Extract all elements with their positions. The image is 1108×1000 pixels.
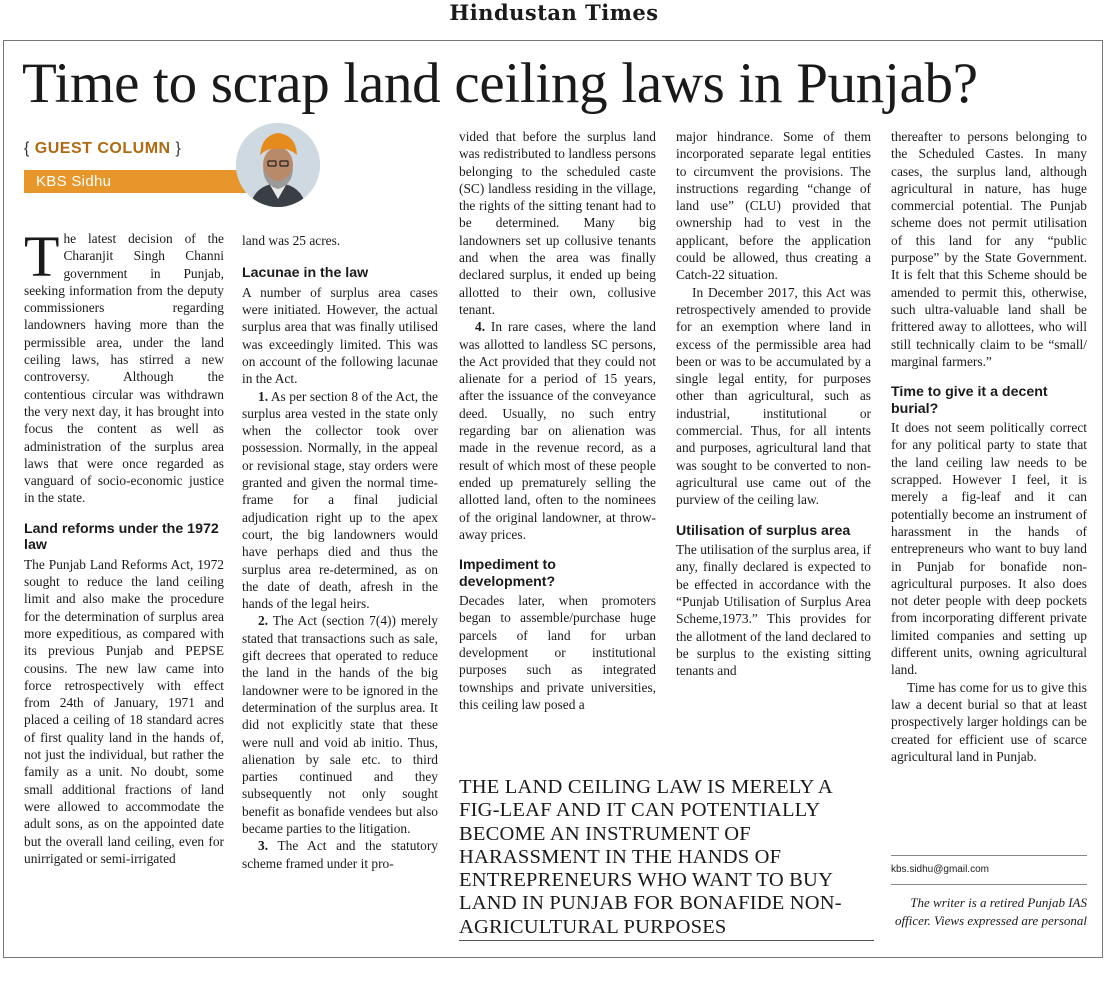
kicker-open-brace: { [24, 140, 30, 157]
paragraph: thereafter to persons belonging to the Scheduled Castes. In many cases, the surplus land, although agricultural in nature, has huge commercial potential. The Punjab scheme does not permit utilisation of this land for any “public purpose” by the State Government. It is felt that this Scheme should be amended to permit this, otherwise, such ultra-valuable land shall be frittered away to allottees, who will still technically claim to be “small/ marginal farmers.” [891, 129, 1087, 369]
numbered-paragraph [242, 612, 438, 837]
paragraph: Decades later, when promoters began to assemble/purchase huge parcels of land for urban development or institutional purposes such as integrated townships and private universities, this ceiling law posed a [459, 593, 656, 712]
subhead-lacunae: Lacunae in the law [242, 265, 369, 282]
subhead-land-reforms: Land reforms under the 1972 law [24, 520, 219, 554]
paragraph: major hindrance. Some of them incorporated separate legal entities to circumvent the provisions. The instructions regarding “change of land use” (CLU) provided that ownership had to vest in the applicant, before the application could be allowed, thus creating a Catch-22 situation. [676, 129, 871, 283]
kicker-close-brace: } [175, 140, 182, 157]
item-number: 2. [258, 613, 269, 629]
column-5 [891, 128, 1087, 765]
column-1 [24, 224, 224, 867]
pull-quote-rule [459, 940, 874, 941]
headline: Time to scrap land ceiling laws in Punjab? [22, 52, 978, 115]
paragraph: Time has come for us to give this law a decent burial so that at least prospectively larger holdings can be created for efficient use of scarce agricultural land in Punjab. [891, 679, 1087, 764]
kicker-label: GUEST COLUMN [34, 140, 171, 157]
column-3 [459, 128, 656, 713]
paragraph: A number of surplus area cases were initiated. However, the actual surplus area that was finally utilised was exceedingly limited. This was on account of the following lacunae in the Act. [242, 284, 438, 387]
paragraph-text: The Act and the statutory scheme framed under it pro- [242, 838, 438, 871]
paragraph: The utilisation of the surplus area, if any, finally declared is expected to be effected in accordance with the “Punjab Utilisation of Surplus Area Scheme,1973.” This provides for the allotment of the land declared to be surplus to the existing sitting tenants and [676, 542, 871, 679]
item-number: 3. [258, 838, 269, 854]
pull-quote: THE LAND CEILING LAW IS MERELY A FIG-LEAF AND IT CAN POTENTIALLY BECOME AN INSTRUMENT OF HARASSMENT IN THE HANDS OF ENTREPRENEURS WHO WANT TO BUY LAND IN PUNJAB FOR BONAFIDE NON-AGRICULTURAL PURPOSES [459, 776, 842, 938]
paragraph-text: In rare cases, where the land was allotted to landless SC persons, the Act provided that they could not alienate for a period of 15 years, after the issuance of the conveyance deed. Usually, no such entry regarding bar on alienation was made in the revenue record, as a result of which most of these people ended up prematurely selling the allotted land, often to the nominees of the original landowner, at throw-away prices. [459, 319, 656, 542]
author-note: The writer is a retired Punjab IAS officer. Views expressed are personal [895, 895, 1087, 928]
subhead-impediment: Impediment to development? [459, 557, 556, 590]
subhead-utilisation: Utilisation of surplus area [676, 522, 851, 539]
author-email[interactable]: kbs.sidhu@gmail.com [891, 864, 989, 875]
numbered-paragraph [242, 388, 438, 613]
intro-text: he latest decision of the Charanjit Singh Channi government in Punjab, seeking information from the deputy commissioners regarding landowners having more than the permissible area, under the land ceiling laws, has stirred a new controversy. Although the contentious circular was withdrawn the very next day, it has brought into focus the content as well as administration of the surplus area laws that were once regarded as vanguard of socio-economic justice in the state. [24, 231, 224, 506]
numbered-paragraph [459, 318, 656, 543]
paragraph: In December 2017, this Act was retrospectively amended to provide for an exemption where land in excess of the permissible area had been or was to be accumulated by a single legal entity, for purposes other than agricultural, such as industrial, institutional or commercial. Thus, for all intents and purposes, agricultural land that was sought to be converted to non-agricultural use came out of the purview of the ceiling law. [676, 284, 871, 508]
paragraph: land was 25 acres. [242, 233, 341, 248]
paragraph: The Punjab Land Reforms Act, 1972 sought to reduce the land ceiling limit and also make the procedure for the determination of surplus area more expeditious, as compared with its previous Punjab and PEPSE cousins. The new law came into force retrospectively with effect from 24th of January, 1971 and placed a ceiling of 18 standard acres of first quality land in the hands of, not just the individual, but rather the family as a unit. No doubt, some small additional fractions of land were allowed to accommodate the adult sons, as on the appointed date but the overall land ceiling, even for unirrigated or semi-irrigated [24, 556, 224, 866]
intro-paragraph [24, 224, 224, 507]
author-byline: KBS Sidhu [24, 170, 246, 193]
column-2 [242, 232, 438, 872]
column-kicker [24, 140, 181, 158]
divider [891, 855, 1087, 856]
paragraph: vided that before the surplus land was redistributed to landless persons belonging to the scheduled caste (SC) landless residing in the village, the rights of the sitting tenant had to be determined. Many big landowners set up collusive tenants and when the area was finally declared surplus, it ended up being allotted to their own, collusive tenant. [459, 129, 656, 317]
subhead-decent-burial: Time to give it a decent burial? [891, 384, 1048, 417]
column-4 [676, 128, 871, 679]
divider [891, 884, 1087, 885]
paragraph: It does not seem politically correct for any political party to state that the land ceiling law needs to be scrapped. However I feel, it is merely a fig-leaf and it can potentially become an instrument of harassment in the hands of entrepreneurs who want to buy land in Punjab for bonafide non-agricultural purposes. It also does not deter people with deep pockets from incorporating different private limited companies and setting up different units, owning agricultural land. [891, 420, 1087, 678]
masthead: Hindustan Times [449, 0, 659, 25]
paragraph-text: As per section 8 of the Act, the surplus area vested in the state only when the collector took over possession. Normally, in the appeal or revisional stage, stay orders were granted and given the normal time-frame for a final judicial adjudication right up to the apex court, the big landowners would have perhaps died and thus the surplus area re-determined, as on the date of death, afresh in the hands of the legal heirs. [242, 388, 438, 612]
item-number: 4. [475, 319, 486, 335]
drop-cap: T [24, 224, 60, 289]
author-photo [236, 123, 320, 207]
numbered-paragraph [242, 837, 438, 872]
item-number: 1. [258, 388, 269, 404]
paragraph-text: The Act (section 7(4)) merely stated that transactions such as sale, gift decrees that operated to reduce the land in the hands of the big landowner were to be ignored in the determination of the surplus area. It did not explicitly state that these were null and void ab initio. Thus, alienation by sale etc. to third parties continued and they subsequently not only sought benefit as bonafide vendees but also became parties to the litigation. [242, 613, 439, 836]
